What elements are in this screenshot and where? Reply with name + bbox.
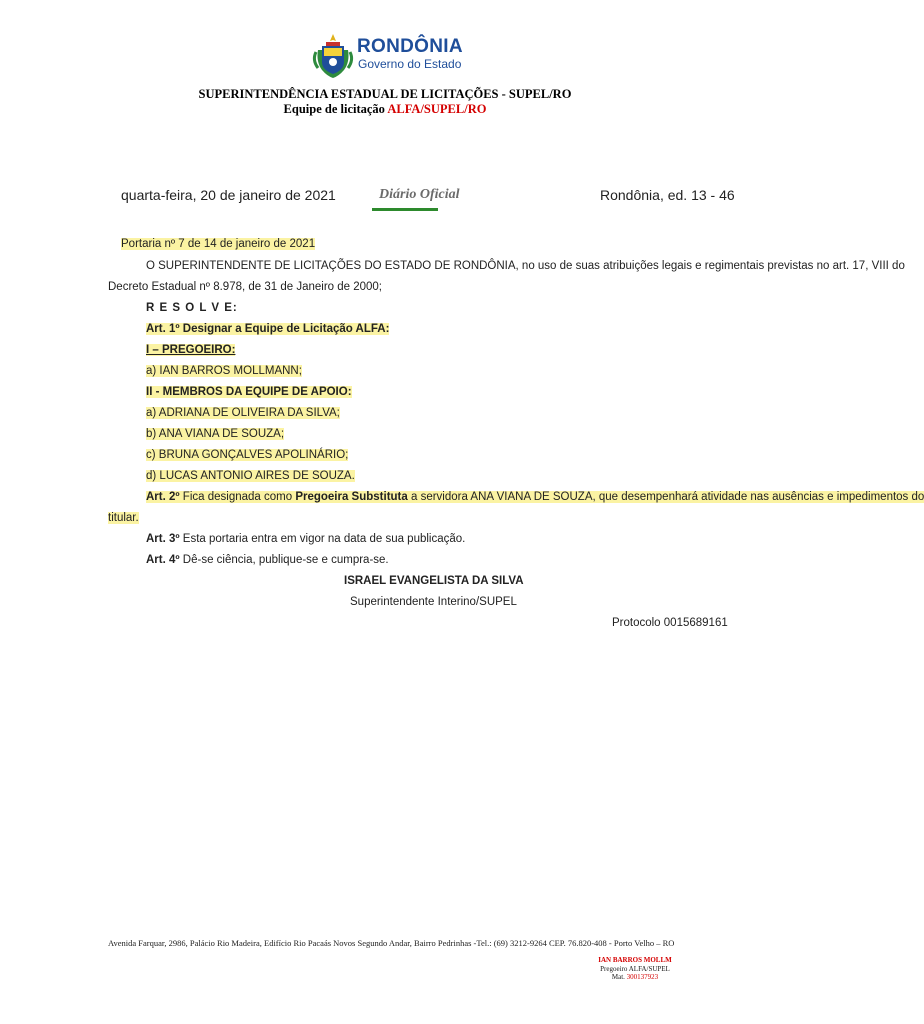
header-team-highlight: ALFA/SUPEL/RO [387, 102, 487, 116]
logo-title: RONDÔNIA [357, 36, 463, 57]
portaria-title: Portaria nº 7 de 14 de janeiro de 2021 [121, 238, 316, 250]
membros-label: II - MEMBROS DA EQUIPE DE APOIO: [146, 386, 352, 398]
resolve-heading: R E S O L V E: [146, 302, 238, 314]
header-line-2 [0, 102, 770, 117]
header-line-1: SUPERINTENDÊNCIA ESTADUAL DE LICITAÇÕES - SUPEL/RO [198, 87, 572, 101]
protocol-number: Protocolo 0015689161 [612, 617, 728, 629]
intro-line-1: O SUPERINTENDENTE DE LICITAÇÕES DO ESTADO DE RONDÔNIA, no uso de suas atribuições legais e regimentais previstas no art. 17, VIII do [146, 260, 905, 272]
art2-text-a: Fica designada como [179, 491, 296, 503]
signature-role: Pregoeiro ALFA/SUPEL [600, 965, 670, 973]
intro-line-2: Decreto Estadual nº 8.978, de 31 de Janeiro de 2000; [108, 281, 383, 293]
signer-name: ISRAEL EVANGELISTA DA SILVA [344, 575, 524, 587]
art2-text-b: Pregoeira Substituta [295, 491, 408, 503]
masthead-underline [372, 208, 438, 211]
member-item: a) ADRIANA DE OLIVEIRA DA SILVA; [146, 407, 340, 419]
member-item: d) LUCAS ANTONIO AIRES DE SOUZA. [146, 470, 355, 482]
header-team-label: Equipe de licitação [283, 102, 388, 116]
signature-mat [575, 973, 695, 981]
coat-of-arms-icon [312, 32, 354, 80]
rondonia-logo [312, 32, 463, 80]
member-item: c) BRUNA GONÇALVES APOLINÁRIO; [146, 449, 349, 461]
signature-mat-label: Mat. [611, 973, 627, 981]
signature-name: IAN BARROS MOLLM [598, 956, 672, 964]
art4-text: Dê-se ciência, publique-se e cumpra-se. [179, 554, 389, 566]
art3-label: Art. 3º [146, 533, 180, 545]
pregoeiro-name: a) IAN BARROS MOLLMANN; [146, 365, 302, 377]
clipping-date: quarta-feira, 20 de janeiro de 2021 [121, 187, 336, 203]
art2-text-c: a servidora ANA VIANA DE SOUZA, que desempenhará atividade nas ausências e impedimentos do [407, 491, 924, 503]
art2-label: Art. 2º [146, 491, 180, 503]
clipping-edition: Rondônia, ed. 13 - 46 [600, 187, 735, 203]
pregoeiro-label: I – PREGOEIRO: [146, 344, 236, 356]
clipping-masthead: Diário Oficial [379, 187, 460, 202]
art2-line-1 [146, 491, 924, 503]
member-item: b) ANA VIANA DE SOUZA; [146, 428, 285, 440]
logo-subtitle: Governo do Estado [358, 57, 462, 71]
signer-role: Superintendente Interino/SUPEL [350, 596, 517, 608]
art2-line-2: titular. [108, 512, 139, 524]
art4-line [146, 554, 389, 566]
art1-text: Art. 1º Designar a Equipe de Licitação ALFA: [146, 323, 390, 335]
footer-address: Avenida Farquar, 2986, Palácio Rio Madeira, Edifício Rio Pacaás Novos Segundo Andar, Bairro Pedrinhas -Tel.: (69) 3212-9264 CEP. 76.820-408 - Porto Velho – RO [108, 938, 675, 948]
signature-mat-value: 300137923 [626, 973, 659, 981]
art4-label: Art. 4º [146, 554, 180, 566]
art3-text: Esta portaria entra em vigor na data de sua publicação. [179, 533, 466, 545]
art3-line [146, 533, 465, 545]
